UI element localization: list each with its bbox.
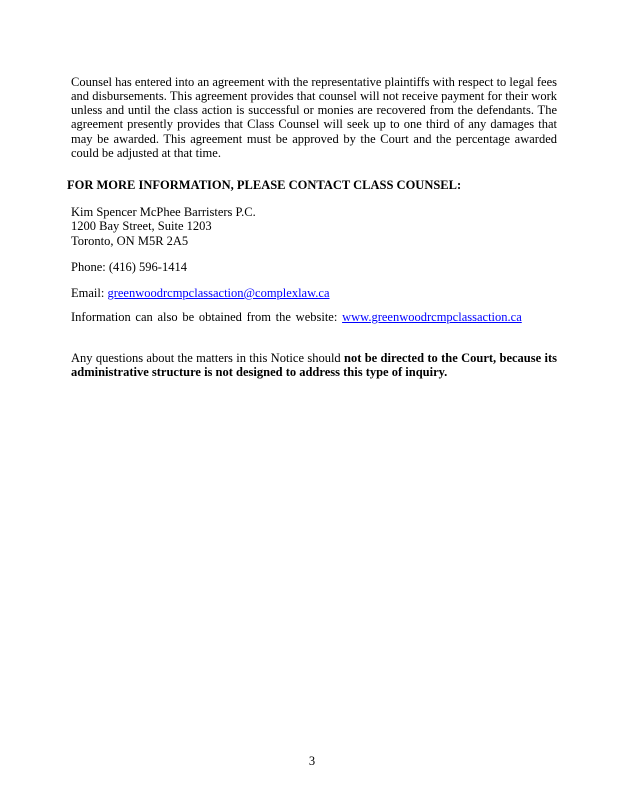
firm-name: Kim Spencer McPhee Barristers P.C. [71, 205, 256, 219]
page-number: 3 [308, 754, 316, 768]
address-city: Toronto, ON M5R 2A5 [71, 233, 189, 248]
phone-line: Phone: (416) 596-1414 [71, 260, 187, 274]
website-line [71, 310, 557, 324]
website-link[interactable]: www.greenwoodrcmpclassaction.ca [342, 310, 522, 324]
contact-heading: FOR MORE INFORMATION, PLEASE CONTACT CLASS COUNSEL: [67, 177, 462, 192]
court-notice-normal-text: Any questions about the matters in this Notice should [71, 350, 344, 365]
address-street: 1200 Bay Street, Suite 1203 [71, 219, 212, 234]
address-block [71, 205, 256, 248]
email-line [71, 286, 330, 300]
website-prefix: Information can also be obtained from the website: [71, 310, 343, 324]
court-notice-paragraph [71, 351, 557, 380]
email-label: Email: [71, 286, 108, 300]
fees-agreement-paragraph: Counsel has entered into an agreement with the representative plaintiffs with respect to legal fees and disbursements. This agreement provides that counsel will not receive payment for their work unless and until the class action is successful or monies are recovered from the defendants. The agreement presently provides that Class Counsel will seek up to one third of any damages that may be awarded. This agreement must be approved by the Court and the percentage awarded could be adjusted at that time. [71, 74, 557, 160]
email-link[interactable]: greenwoodrcmpclassaction@complexlaw.ca [107, 286, 330, 300]
court-notice-bold-text: not be directed to the Court, because its administrative structure is not designed to address this type of inquiry. [71, 350, 557, 379]
